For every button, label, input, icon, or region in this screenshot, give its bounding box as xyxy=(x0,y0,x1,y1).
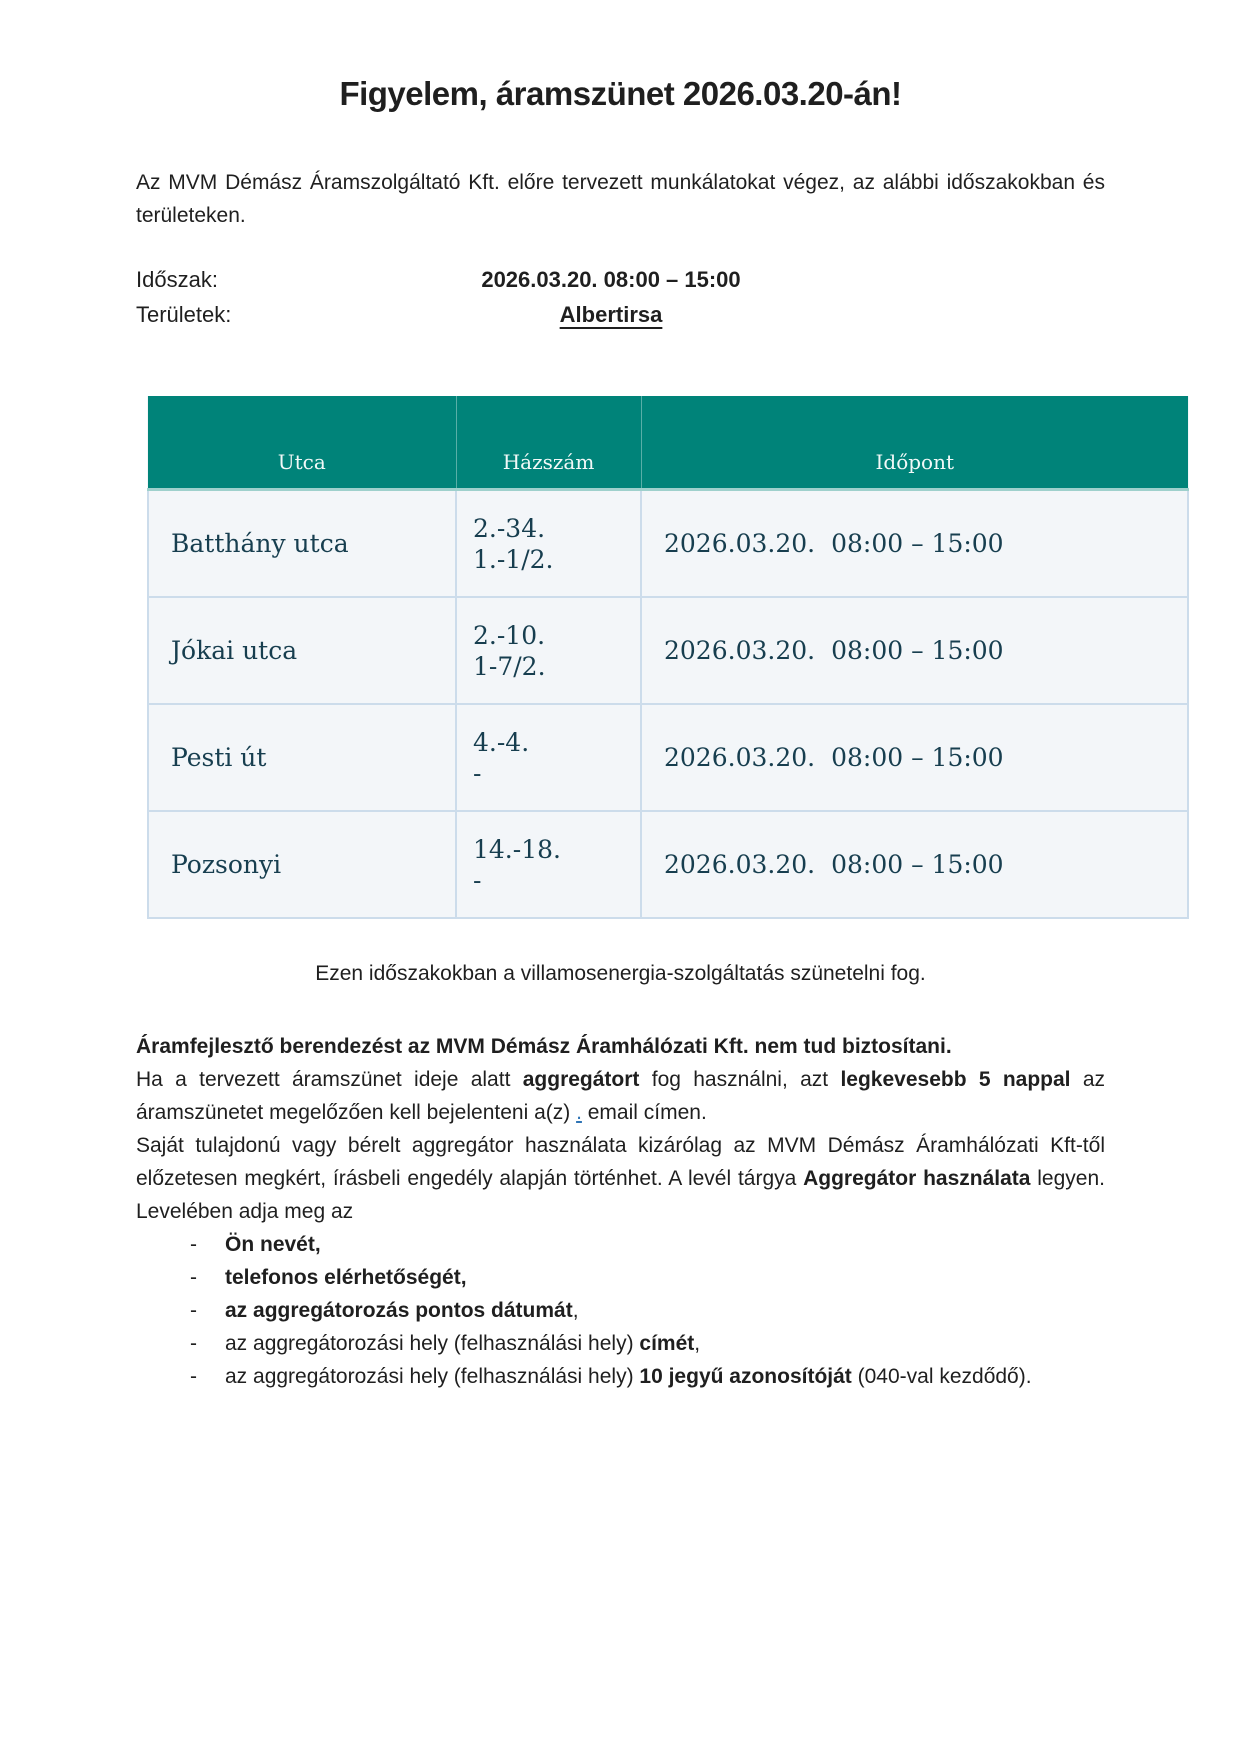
list-item xyxy=(136,1294,1105,1327)
period-value: 2026.03.20. 08:00 – 15:00 xyxy=(481,267,741,292)
outage-date: 2026.03.20. xyxy=(664,743,816,772)
table-row xyxy=(148,704,1188,811)
outage-time-range: 08:00 – 15:00 xyxy=(831,743,1004,772)
house-range-cell xyxy=(456,811,641,918)
street-cell: Pesti út xyxy=(148,704,456,811)
dash-bullet: - xyxy=(190,1365,197,1388)
text-run: legyen. Levelében adja meg az xyxy=(136,1167,1105,1223)
text-run: (040-val kezdődő). xyxy=(851,1365,1032,1388)
dash-bullet: - xyxy=(190,1299,197,1322)
house-range-cell xyxy=(456,704,641,811)
text-run-bold: legkevesebb 5 nappal xyxy=(840,1068,1071,1091)
text-run: , xyxy=(572,1299,579,1322)
house-from: 14.-18. xyxy=(473,834,561,864)
house-from: 4.-4. xyxy=(473,727,530,757)
list-item xyxy=(136,1360,1105,1393)
text-run-bold: Aggregátor használata xyxy=(803,1167,1031,1190)
house-range-cell xyxy=(456,597,641,704)
paragraph-aggregator-report xyxy=(136,1063,1105,1129)
house-from: 2.-10. xyxy=(473,620,546,650)
outage-table xyxy=(147,396,1189,919)
outage-note: Ezen időszakokban a villamosenergia-szolgáltatás szünetelni fog. xyxy=(315,962,926,985)
house-range-cell xyxy=(456,490,641,598)
text-run: az áramszünetet megelőzően kell bejelenteni a(z) xyxy=(136,1068,1106,1124)
page-title: Figyelem, áramszünet 2026.03.20-án! xyxy=(339,75,902,112)
outage-table-header xyxy=(148,396,1188,490)
text-run: az aggregátorozási hely (felhasználási hely) xyxy=(225,1365,640,1388)
text-run-bold: 10 jegyű azonosítóját xyxy=(639,1365,852,1388)
generator-heading: Áramfejlesztő berendezést az MVM Démász Áramhálózati Kft. nem tud biztosítani. xyxy=(136,1035,952,1058)
text-run: az aggregátorozási hely (felhasználási hely) xyxy=(225,1332,640,1355)
time-cell xyxy=(641,704,1188,811)
table-row xyxy=(148,597,1188,704)
text-run-bold: telefonos elérhetőségét, xyxy=(225,1266,467,1289)
schedule-summary xyxy=(136,262,1105,332)
paragraph-permission xyxy=(136,1129,1105,1228)
areas-label: Területek: xyxy=(136,302,232,327)
text-run-bold: Ön nevét, xyxy=(225,1233,321,1256)
areas-value: Albertirsa xyxy=(559,302,663,327)
street-cell: Jókai utca xyxy=(148,597,456,704)
email-link[interactable]: . xyxy=(576,1101,582,1124)
text-run: email címen. xyxy=(581,1101,707,1124)
outage-time-range: 08:00 – 15:00 xyxy=(831,636,1004,665)
column-header-house-number: Házszám xyxy=(456,396,641,490)
text-run: fog használni, azt xyxy=(639,1068,841,1091)
time-cell xyxy=(641,490,1188,598)
dash-bullet: - xyxy=(190,1266,197,1289)
period-row xyxy=(136,262,1105,297)
outage-time-range: 08:00 – 15:00 xyxy=(831,850,1004,879)
list-item xyxy=(136,1228,1105,1261)
period-label: Időszak: xyxy=(136,267,218,292)
house-to: 1-7/2. xyxy=(473,651,546,681)
text-run-bold: az aggregátorozás pontos dátumát xyxy=(225,1299,573,1322)
list-item xyxy=(136,1327,1105,1360)
table-row xyxy=(148,811,1188,918)
outage-date: 2026.03.20. xyxy=(664,529,816,558)
table-row xyxy=(148,490,1188,598)
house-to: - xyxy=(473,758,482,788)
dash-bullet: - xyxy=(190,1233,197,1256)
house-from: 2.-34. xyxy=(473,513,546,543)
text-run: Ha a tervezett áramszünet ideje alatt xyxy=(136,1068,523,1091)
time-cell xyxy=(641,597,1188,704)
list-item xyxy=(136,1261,1105,1294)
text-run: Saját tulajdonú vagy bérelt aggregátor használata kizárólag az MVM Démász Áramhálózati Kft-től előzetesen megkért, írásbeli engedély alapján történhet. A levél tárgya xyxy=(136,1134,1105,1190)
street-cell: Batthány utca xyxy=(148,490,456,598)
outage-date: 2026.03.20. xyxy=(664,636,816,665)
column-header-street: Utca xyxy=(148,396,456,490)
street-cell: Pozsonyi xyxy=(148,811,456,918)
text-run: , xyxy=(694,1332,701,1355)
dash-bullet: - xyxy=(190,1332,197,1355)
house-to: - xyxy=(473,865,482,895)
time-cell xyxy=(641,811,1188,918)
intro-paragraph: Az MVM Démász Áramszolgáltató Kft. előre tervezett munkálatokat végez, az alábbi időszakokban és területeken. xyxy=(136,171,1105,227)
outage-date: 2026.03.20. xyxy=(664,850,816,879)
required-info-list xyxy=(136,1228,1105,1393)
house-to: 1.-1/2. xyxy=(473,544,554,574)
column-header-time: Időpont xyxy=(641,396,1188,490)
outage-time-range: 08:00 – 15:00 xyxy=(831,529,1004,558)
areas-row xyxy=(136,297,1105,332)
generator-notice-block xyxy=(136,1030,1105,1393)
text-run-bold: címét xyxy=(639,1332,695,1355)
text-run-bold: aggregátort xyxy=(522,1068,640,1091)
